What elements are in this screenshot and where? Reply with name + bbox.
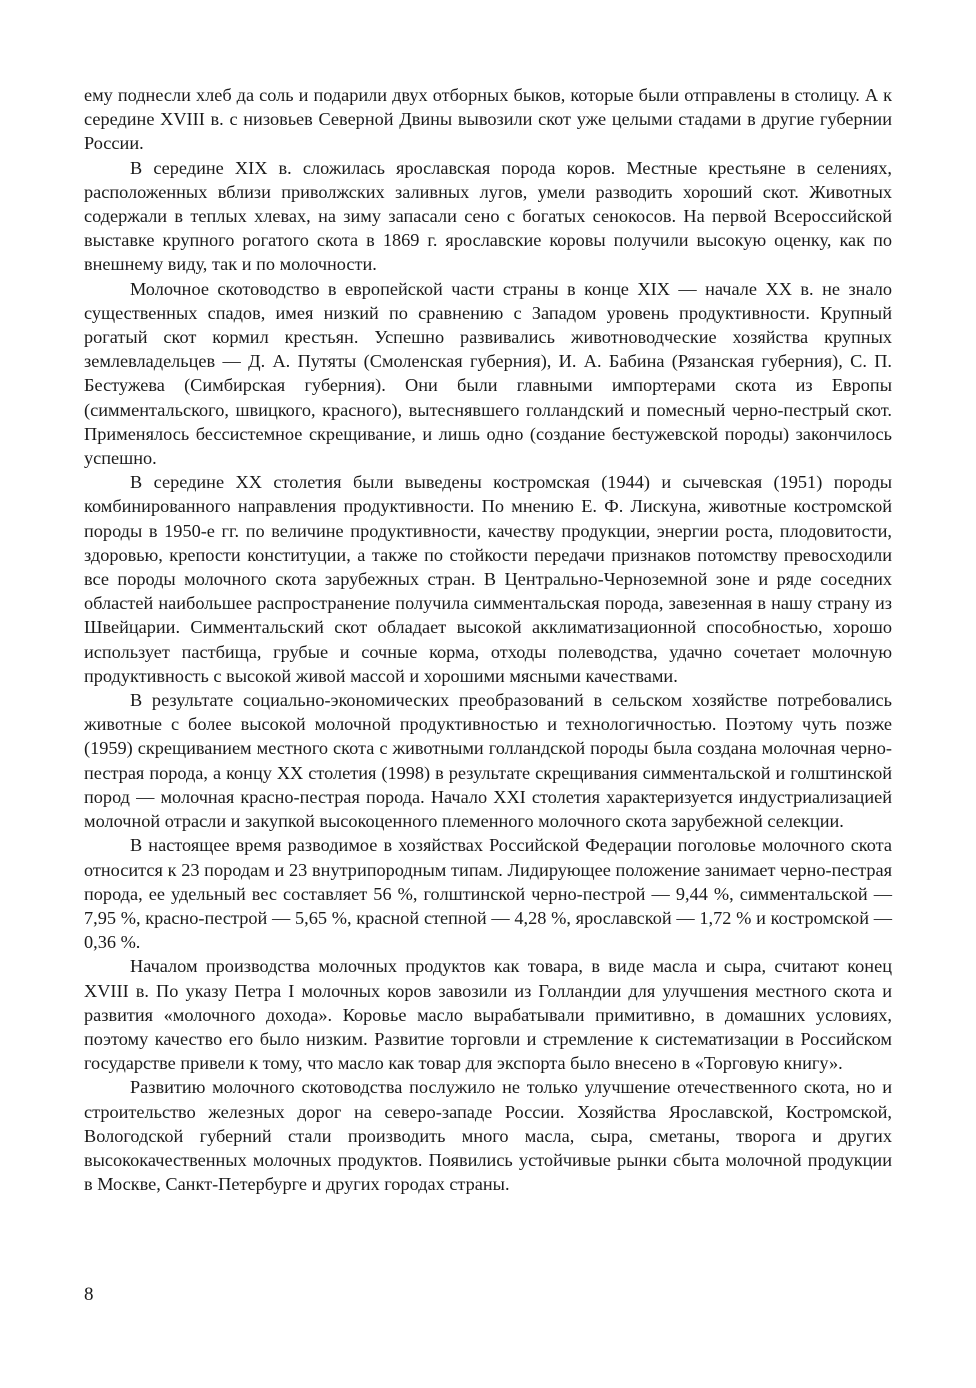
paragraph-railways-development: Развитию молочного скотоводства послужило не только улучшение отечественного скота, но и строительство железных дорог на северо-западе России. Хозяйства Ярославской, Костромской, Вологодской губерний стали производить много масла, сыра, сметаны, творога и других высококачественных молочных продуктов. Появились устойчивые рынки сбыта молочной продукции в Москве, Санкт-Петербурге и других городах страны. [84, 1077, 892, 1195]
paragraph-dairy-farming-xix-xx: Молочное скотоводство в европейской части страны в конце XIX — начале XX в. не знало существенных спадов, имея низкий по сравнению с Западом уровень продуктивности. Крупный рогатый скот кормил крестьян. Успешно развивались животноводческие хозяйства крупных землевладельцев — Д. А. Путяты (Смоленская губерния), И. А. Бабина (Рязанская губерния), С. П. Бестужева (Симбирская губерния). Они были главными импортерами скота из Европы (симментальского, швицкого, красного), вытеснявшего голландский и помесный черно-пестрый скот. Применялось бессистемное скрещивание, и лишь одно (создание бестужевской породы) закончилось успешно. [84, 278, 892, 469]
paragraph-socioeconomic-reforms: В результате социально-экономических преобразований в сельском хозяйстве потребовались животные с более высокой молочной продуктивностью и технологичностью. Поэтому чуть позже (1959) скрещиванием местного скота с животными голландской породы была создана молочная черно-пестрая порода, а концу XX столетия (1998) в результате скрещивания симментальской и голштинской пород — молочная красно-пестрая порода. Начало XXI столетия характеризуется индустриализацией молочной отрасли и закупкой высокоценного племенного молочного скота зарубежной селекции. [84, 690, 892, 832]
paragraph-dairy-production-start: Началом производства молочных продуктов как товара, в виде масла и сыра, считают конец XVIII в. По указу Петра I молочных коров завозили из Голландии для улучшения местного скота и развития «молочного дохода». Коровье масло вырабатывали примитивно, в домашних условиях, поэтому качество его было низким. Развитие торговли и стремление к систематизации в Российском государстве привели к тому, что масло как товар для экспорта было внесено в «Торговую книгу». [84, 956, 892, 1074]
paragraph-continuation: ему поднесли хлеб да соль и подарили двух отборных быков, которые были отправлены в столицу. А к середине XVIII в. с низовьев Северной Двины вывозили скот уже целыми стадами в другие губернии России. [84, 85, 892, 154]
page-number: 8 [84, 1284, 94, 1305]
page-body [84, 83, 892, 1196]
paragraph-current-livestock: В настоящее время разводимое в хозяйствах Российской Федерации поголовье молочного скота относится к 23 породам и 23 внутрипородным типам. Лидирующее положение занимает черно-пестрая порода, ее удельный вес составляет 56 %, голштинской черно-пестрой — 9,44 %, симментальской — 7,95 %, красно-пестрой — 5,65 %, красной степной — 4,28 %, ярославской — 1,72 % и костромской — 0,36 %. [84, 835, 892, 953]
paragraph-yaroslavl-breed: В середине XIX в. сложилась ярославская порода коров. Местные крестьяне в селениях, расположенных вблизи приволжских заливных лугов, умели разводить хороший скот. Животных содержали в теплых хлевах, на зиму запасали сено с богатых сенокосов. На первой Всероссийской выставке крупного рогатого скота в 1869 г. ярославские коровы получили высокую оценку, как по внешнему виду, так и по молочности. [84, 157, 892, 275]
paragraph-kostroma-sychevka-breeds: В середине XX столетия были выведены костромская (1944) и сычевская (1951) породы комбинированного направления продуктивности. По мнению Е. Ф. Лискуна, животные костромской породы в 1950-е гг. по величине продуктивности, качеству продукции, энергии роста, плодовитости, здоровью, крепости конституции, а также по стойкости передачи признаков потомству превосходили все породы молочного скота зарубежных стран. В Центрально-Черноземной зоне и ряде соседних областей наибольшее распространение получила симментальская порода, завезенная в нашу страну из Швейцарии. Симментальский скот обладает высокой акклиматизационной способностью, хорошо использует пастбища, грубые и сочные корма, отходы полеводства, удачно сочетает молочную продуктивность с высокой живой массой и хорошими мясными качествами. [84, 472, 892, 686]
